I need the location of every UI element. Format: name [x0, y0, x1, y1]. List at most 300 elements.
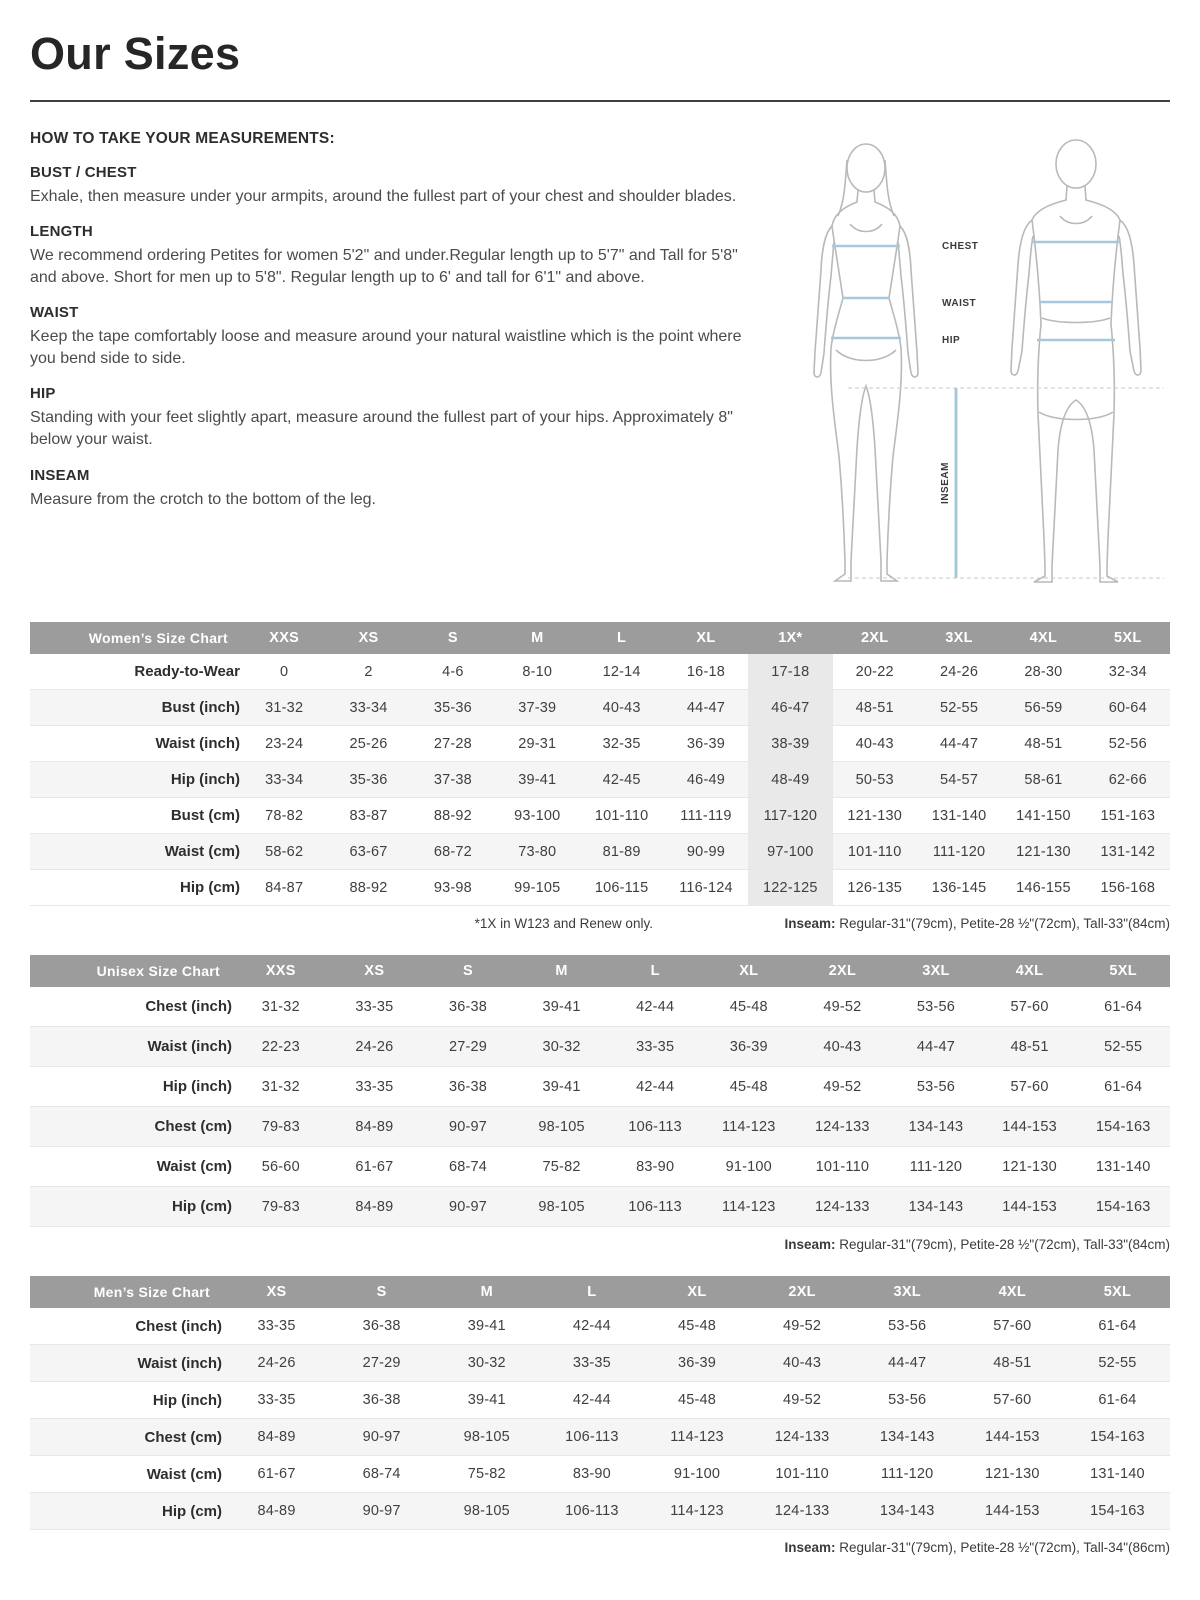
column-header-2xl: 2XL	[796, 955, 890, 987]
size-value: 35-36	[349, 771, 388, 788]
size-value: 46-47	[748, 690, 832, 726]
size-value: 8-10	[522, 663, 553, 680]
size-value: 33-35	[355, 998, 394, 1015]
mens-table	[30, 1276, 1170, 1530]
size-value: 44-47	[940, 735, 979, 752]
size-value: 61-64	[1098, 1318, 1137, 1334]
size-value: 57-60	[1010, 1078, 1049, 1095]
size-value: 48-51	[1024, 735, 1063, 752]
size-value: 52-56	[1108, 735, 1147, 752]
column-header-m: M	[434, 1276, 539, 1308]
size-value: 24-26	[257, 1355, 296, 1371]
column-header-5xl: 5XL	[1065, 1276, 1170, 1308]
size-value: 31-32	[261, 1078, 300, 1095]
size-value: 117-120	[748, 798, 832, 834]
size-value: 101-110	[815, 1158, 870, 1175]
size-value: 78-82	[265, 807, 304, 824]
size-value: 144-153	[1002, 1198, 1057, 1215]
size-value: 36-38	[448, 1078, 488, 1095]
size-value: 45-48	[729, 1078, 768, 1095]
size-value: 52-55	[940, 699, 979, 716]
column-header-l: L	[608, 955, 702, 987]
size-value: 73-80	[518, 843, 557, 860]
size-value: 23-24	[265, 735, 304, 752]
size-value: 124-133	[815, 1118, 870, 1135]
size-value: 79-83	[261, 1118, 300, 1135]
table-row	[30, 870, 1170, 906]
size-value: 90-97	[362, 1503, 401, 1519]
size-value: 39-41	[542, 998, 581, 1015]
column-header-xl: XL	[702, 955, 796, 987]
title-divider	[30, 100, 1170, 102]
size-value: 91-100	[673, 1466, 721, 1482]
size-value: 114-123	[670, 1429, 724, 1445]
table-row	[30, 1493, 1170, 1530]
size-value: 121-130	[1002, 1158, 1057, 1175]
column-header-4xl: 4XL	[960, 1276, 1065, 1308]
size-value: 56-60	[261, 1158, 300, 1175]
size-value: 121-130	[847, 807, 902, 824]
size-value: 156-168	[1100, 879, 1156, 896]
column-header-4xl: 4XL	[1001, 622, 1085, 654]
size-value: 33-34	[349, 699, 388, 716]
row-label: Hip (cm)	[180, 879, 240, 896]
column-header-xs: XS	[326, 622, 410, 654]
size-value: 42-44	[636, 1078, 675, 1095]
size-value: 63-67	[349, 843, 388, 860]
header-row	[30, 955, 1170, 987]
size-value: 33-35	[257, 1318, 296, 1334]
row-label: Waist (inch)	[137, 1354, 222, 1372]
size-value: 35-36	[433, 699, 472, 716]
size-value: 131-140	[1090, 1466, 1145, 1482]
instruction-heading: LENGTH	[30, 223, 93, 241]
size-value: 22-23	[261, 1038, 300, 1055]
table-footnotes	[30, 916, 1170, 931]
size-value: 61-67	[257, 1466, 296, 1482]
column-header-xl: XL	[644, 1276, 749, 1308]
size-value: 52-55	[1104, 1038, 1143, 1055]
size-diagram-svg	[786, 126, 1171, 596]
row-label: Hip (inch)	[162, 1078, 232, 1095]
size-value: 90-97	[362, 1429, 401, 1445]
size-value: 126-135	[847, 879, 902, 896]
table-title: Men’s Size Chart	[30, 1276, 224, 1308]
instruction-body: Measure from the crotch to the bottom of the leg.	[30, 490, 376, 508]
size-value: 75-82	[542, 1158, 581, 1175]
size-value: 38-39	[748, 726, 832, 762]
size-value: 61-64	[1104, 998, 1143, 1015]
size-value: 101-110	[775, 1466, 829, 1482]
instruction-heading: HIP	[30, 385, 56, 403]
size-value: 37-38	[433, 771, 472, 788]
size-value: 144-153	[985, 1503, 1040, 1519]
table-row	[30, 798, 1170, 834]
size-value: 24-26	[355, 1038, 394, 1055]
size-value: 36-39	[686, 735, 726, 752]
size-value: 154-163	[1095, 1118, 1151, 1135]
size-value: 114-123	[721, 1118, 776, 1135]
size-value: 90-99	[686, 843, 726, 860]
size-value: 27-29	[362, 1355, 401, 1371]
size-value: 61-67	[355, 1158, 394, 1175]
column-header-l: L	[539, 1276, 644, 1308]
size-value: 116-124	[679, 879, 733, 896]
size-value: 48-51	[1010, 1038, 1049, 1055]
row-label: Waist (cm)	[146, 1465, 222, 1483]
size-value: 33-35	[572, 1355, 611, 1371]
row-label: Bust (inch)	[161, 699, 240, 716]
size-value: 93-98	[433, 879, 472, 896]
size-value: 93-100	[514, 807, 561, 824]
hip-label: HIP	[942, 335, 961, 346]
size-value: 101-110	[594, 807, 649, 824]
size-value: 39-41	[518, 771, 557, 788]
row-label: Chest (inch)	[135, 1317, 222, 1335]
size-value: 79-83	[261, 1198, 300, 1215]
table-row	[30, 654, 1170, 690]
size-value: 68-74	[362, 1466, 401, 1482]
table-row	[30, 1067, 1170, 1107]
size-value: 49-52	[823, 998, 862, 1015]
row-label: Waist (cm)	[164, 843, 240, 860]
size-value: 44-47	[916, 1038, 955, 1055]
footnote-inseam: Inseam: Regular-31"(79cm), Petite-28 ½"(72cm), Tall-33"(84cm)	[784, 916, 1170, 931]
size-value: 88-92	[433, 807, 472, 824]
column-header-2xl: 2XL	[833, 622, 917, 654]
size-value: 83-87	[349, 807, 388, 824]
body-measurement-diagram	[786, 126, 1171, 596]
table-row	[30, 1456, 1170, 1493]
size-value: 131-142	[1100, 843, 1156, 860]
size-value: 42-44	[636, 998, 675, 1015]
size-value: 33-35	[636, 1038, 675, 1055]
size-value: 114-123	[721, 1198, 776, 1215]
size-value: 56-59	[1024, 699, 1063, 716]
size-value: 44-47	[888, 1355, 927, 1371]
size-value: 88-92	[349, 879, 388, 896]
size-value: 98-105	[463, 1429, 510, 1445]
size-value: 48-51	[993, 1355, 1032, 1371]
size-value: 36-38	[448, 998, 488, 1015]
size-value: 48-51	[855, 699, 894, 716]
size-tables	[30, 622, 1170, 1555]
size-value: 99-105	[514, 879, 561, 896]
table-row	[30, 1187, 1170, 1227]
size-value: 17-18	[748, 654, 832, 690]
instruction-bust-chest	[30, 164, 778, 208]
size-value: 53-56	[916, 998, 955, 1015]
header-row	[30, 1276, 1170, 1308]
footnote-inseam: Inseam: Regular-31"(79cm), Petite-28 ½"(72cm), Tall-34"(86cm)	[784, 1540, 1170, 1555]
size-value: 98-105	[538, 1118, 585, 1135]
size-value: 136-145	[931, 879, 987, 896]
size-value: 106-113	[565, 1503, 619, 1519]
size-value: 84-89	[257, 1429, 296, 1445]
table-row	[30, 987, 1170, 1027]
size-value: 25-26	[349, 735, 388, 752]
row-label: Hip (inch)	[152, 1391, 222, 1409]
size-value: 36-39	[677, 1355, 717, 1371]
size-value: 42-45	[602, 771, 641, 788]
size-value: 121-130	[985, 1466, 1040, 1482]
size-value: 57-60	[993, 1318, 1032, 1334]
size-value: 40-43	[602, 699, 641, 716]
table-row	[30, 1027, 1170, 1067]
instruction-body: Keep the tape comfortably loose and measure around your natural waistline which is the point where you bend side to side.	[30, 328, 742, 368]
female-figure-outline	[814, 144, 918, 581]
size-value: 54-57	[940, 771, 979, 788]
footnote-1x: *1X in W123 and Renew only.	[474, 916, 653, 931]
size-value: 154-163	[1095, 1198, 1151, 1215]
table-footnotes	[30, 1237, 1170, 1252]
size-value: 45-48	[677, 1392, 717, 1408]
column-header-s: S	[329, 1276, 434, 1308]
row-label: Waist (inch)	[147, 1038, 232, 1055]
measurement-instructions	[30, 126, 778, 596]
instructions-heading: HOW TO TAKE YOUR MEASUREMENTS:	[30, 130, 335, 147]
column-header-5xl: 5XL	[1076, 955, 1170, 987]
size-value: 33-35	[257, 1392, 296, 1408]
instruction-body: Exhale, then measure under your armpits, around the fullest part of your chest and shoulder blades.	[30, 188, 737, 205]
size-value: 36-38	[362, 1392, 401, 1408]
size-value: 141-150	[1016, 807, 1071, 824]
size-value: 32-35	[602, 735, 641, 752]
size-value: 40-43	[823, 1038, 862, 1055]
unisex-size-chart	[30, 955, 1170, 1252]
table-title: Women’s Size Chart	[30, 622, 242, 654]
size-value: 27-29	[448, 1038, 488, 1055]
size-value: 146-155	[1016, 879, 1071, 896]
inseam-guides	[848, 388, 1164, 578]
footnote-inseam: Inseam: Regular-31"(79cm), Petite-28 ½"(72cm), Tall-33"(84cm)	[784, 1237, 1170, 1252]
size-value: 20-22	[855, 663, 894, 680]
column-header-3xl: 3XL	[855, 1276, 960, 1308]
size-value: 114-123	[670, 1503, 724, 1519]
instruction-body: We recommend ordering Petites for women 5'2" and under.Regular length up to 5'7" and Tall for 5'8" and above. Short for men up to 5'8". Regular length up to 6' and tall for 6'1" and above.	[30, 247, 738, 287]
table-footnotes	[30, 1540, 1170, 1555]
size-value: 83-90	[572, 1466, 611, 1482]
womens-size-chart	[30, 622, 1170, 931]
row-label: Ready-to-Wear	[134, 663, 240, 680]
column-header-4xl: 4XL	[983, 955, 1077, 987]
size-value: 60-64	[1108, 699, 1147, 716]
size-value: 36-39	[729, 1038, 768, 1055]
size-value: 122-125	[748, 870, 832, 906]
table-row	[30, 690, 1170, 726]
size-value: 121-130	[1016, 843, 1071, 860]
table-row	[30, 1107, 1170, 1147]
size-value: 134-143	[879, 1429, 935, 1445]
size-value: 40-43	[783, 1355, 822, 1371]
column-header-xxs: XXS	[234, 955, 328, 987]
table-title: Unisex Size Chart	[30, 955, 234, 987]
size-value: 154-163	[1090, 1503, 1145, 1519]
size-value: 28-30	[1024, 663, 1063, 680]
table-row	[30, 834, 1170, 870]
size-value: 39-41	[467, 1392, 506, 1408]
size-value: 90-97	[448, 1198, 488, 1215]
column-header-m: M	[515, 955, 609, 987]
size-value: 84-89	[257, 1503, 296, 1519]
size-value: 106-113	[628, 1118, 682, 1135]
size-value: 4-6	[442, 663, 464, 680]
size-value: 39-41	[542, 1078, 581, 1095]
page-title: Our Sizes	[30, 28, 241, 79]
column-header-xs: XS	[328, 955, 422, 987]
column-header-2xl: 2XL	[750, 1276, 855, 1308]
size-value: 81-89	[602, 843, 641, 860]
row-label: Bust (cm)	[170, 807, 240, 824]
size-value: 46-49	[686, 771, 726, 788]
size-value: 97-100	[748, 834, 832, 870]
table-row	[30, 1345, 1170, 1382]
size-value: 111-120	[880, 1466, 934, 1482]
size-value: 134-143	[908, 1198, 964, 1215]
size-value: 24-26	[940, 663, 979, 680]
size-value: 98-105	[538, 1198, 585, 1215]
row-label: Hip (cm)	[162, 1502, 222, 1520]
size-value: 134-143	[908, 1118, 964, 1135]
size-value: 106-113	[565, 1429, 619, 1445]
size-value: 84-87	[265, 879, 304, 896]
size-value: 49-52	[823, 1078, 862, 1095]
size-value: 84-89	[355, 1198, 394, 1215]
size-value: 42-44	[572, 1392, 611, 1408]
table-row	[30, 1382, 1170, 1419]
inseam-label: INSEAM	[940, 462, 951, 504]
column-header-1x: 1X*	[748, 622, 832, 654]
row-label: Chest (cm)	[154, 1118, 232, 1135]
column-header-3xl: 3XL	[917, 622, 1001, 654]
size-value: 58-62	[265, 843, 304, 860]
size-value: 42-44	[572, 1318, 611, 1334]
size-value: 57-60	[993, 1392, 1032, 1408]
size-value: 124-133	[774, 1503, 830, 1519]
size-value: 49-52	[783, 1318, 822, 1334]
row-label: Waist (cm)	[156, 1158, 232, 1175]
size-value: 68-72	[433, 843, 472, 860]
size-value: 144-153	[985, 1429, 1040, 1445]
size-value: 90-97	[448, 1118, 488, 1135]
size-value: 44-47	[686, 699, 726, 716]
instruction-hip	[30, 385, 778, 451]
size-value: 144-153	[1002, 1118, 1057, 1135]
size-value: 57-60	[1010, 998, 1049, 1015]
size-value: 48-49	[748, 762, 832, 798]
size-value: 12-14	[602, 663, 641, 680]
size-value: 50-53	[855, 771, 894, 788]
size-value: 62-66	[1108, 771, 1147, 788]
size-value: 49-52	[783, 1392, 822, 1408]
column-header-s: S	[411, 622, 495, 654]
table-row	[30, 726, 1170, 762]
size-value: 32-34	[1108, 663, 1147, 680]
column-header-l: L	[579, 622, 663, 654]
size-value: 45-48	[729, 998, 768, 1015]
measurement-lines	[831, 242, 1119, 578]
row-label: Chest (inch)	[145, 998, 232, 1015]
instruction-body: Standing with your feet slightly apart, measure around the fullest part of your hips. Approximately 8" below your waist.	[30, 409, 733, 449]
size-value: 124-133	[815, 1198, 870, 1215]
size-value: 31-32	[261, 998, 300, 1015]
table-row	[30, 1308, 1170, 1345]
table-row	[30, 1419, 1170, 1456]
column-header-m: M	[495, 622, 579, 654]
column-header-xl: XL	[664, 622, 748, 654]
waist-label: WAIST	[942, 298, 977, 309]
size-value: 111-119	[680, 807, 732, 824]
size-value: 37-39	[518, 699, 557, 716]
womens-table	[30, 622, 1170, 906]
size-value: 131-140	[1095, 1158, 1151, 1175]
size-value: 151-163	[1100, 807, 1156, 824]
size-value: 106-115	[594, 879, 649, 896]
row-label: Waist (inch)	[155, 735, 240, 752]
size-value: 16-18	[686, 663, 726, 680]
size-value: 39-41	[467, 1318, 506, 1334]
size-value: 61-64	[1098, 1392, 1137, 1408]
male-figure-outline	[1011, 140, 1141, 582]
header-row	[30, 622, 1170, 654]
table-row	[30, 762, 1170, 798]
mens-size-chart	[30, 1276, 1170, 1555]
size-value: 53-56	[888, 1392, 927, 1408]
size-value: 58-61	[1024, 771, 1063, 788]
column-header-xxs: XXS	[242, 622, 326, 654]
size-value: 61-64	[1104, 1078, 1143, 1095]
size-value: 30-32	[467, 1355, 506, 1371]
chest-label: CHEST	[942, 241, 979, 252]
row-label: Chest (cm)	[144, 1428, 222, 1446]
instruction-heading: WAIST	[30, 304, 79, 322]
table-row	[30, 1147, 1170, 1187]
size-value: 106-113	[628, 1198, 682, 1215]
instruction-inseam	[30, 467, 778, 511]
size-value: 52-55	[1098, 1355, 1137, 1371]
size-value: 124-133	[774, 1429, 830, 1445]
instruction-heading: BUST / CHEST	[30, 164, 137, 181]
row-label: Hip (cm)	[172, 1198, 232, 1215]
measurement-guide	[30, 126, 1170, 596]
size-value: 33-35	[355, 1078, 394, 1095]
instruction-waist	[30, 304, 778, 370]
instruction-length	[30, 223, 778, 289]
size-value: 53-56	[888, 1318, 927, 1334]
size-value: 98-105	[463, 1503, 510, 1519]
size-value: 68-74	[448, 1158, 488, 1175]
size-value: 45-48	[677, 1318, 717, 1334]
column-header-5xl: 5XL	[1086, 622, 1170, 654]
size-value: 91-100	[725, 1158, 772, 1175]
size-value: 0	[280, 663, 289, 680]
size-value: 36-38	[362, 1318, 401, 1334]
instruction-heading: INSEAM	[30, 466, 90, 484]
column-header-s: S	[421, 955, 515, 987]
column-header-xs: XS	[224, 1276, 329, 1308]
size-value: 134-143	[879, 1503, 935, 1519]
size-value: 30-32	[542, 1038, 581, 1055]
size-value: 75-82	[467, 1466, 506, 1482]
size-value: 40-43	[855, 735, 894, 752]
size-value: 154-163	[1090, 1429, 1145, 1445]
size-value: 53-56	[916, 1078, 955, 1095]
size-value: 27-28	[433, 735, 472, 752]
unisex-table	[30, 955, 1170, 1227]
size-value: 31-32	[265, 699, 304, 716]
size-value: 33-34	[265, 771, 304, 788]
size-value: 111-120	[932, 843, 986, 860]
